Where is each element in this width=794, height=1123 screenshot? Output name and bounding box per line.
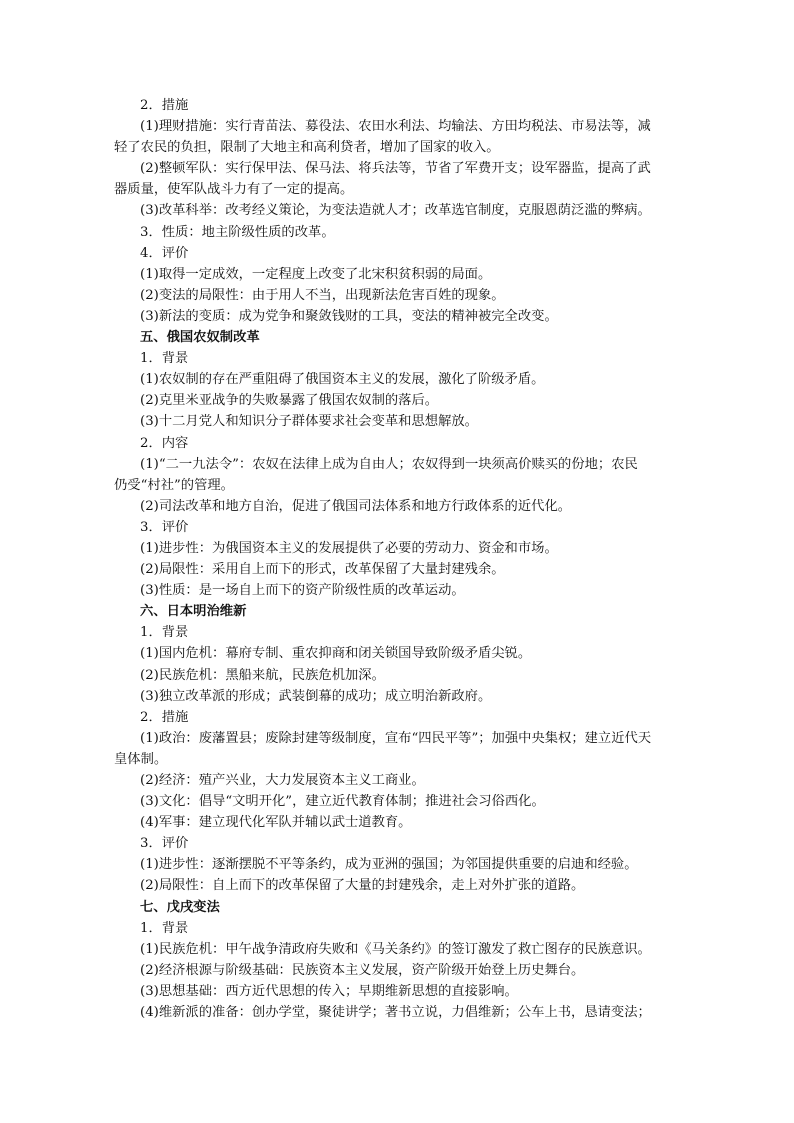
paragraph-line: (3)十二月党人和知识分子群体要求社会变革和思想解放。 [140,414,478,430]
paragraph-line: 器质量，使军队战斗力有了一定的提高。 [114,182,354,198]
paragraph-line: (1)理财措施：实行青苗法、募役法、农田水利法、均输法、方田均税法、市易法等，减 [140,119,651,135]
paragraph-line: 轻了农民的负担，限制了大地主和高利贷者，增加了国家的收入。 [114,140,500,156]
paragraph-line: (2)经济：殖产兴业，大力发展资本主义工商业。 [140,773,425,788]
paragraph-line: (3)独立改革派的形成；武装倒幕的成功；成立明治新政府。 [140,688,492,704]
document-body [114,95,682,1023]
paragraph-line: (1)农奴制的存在严重阻碍了俄国资本主义的发展，激化了阶级矛盾。 [140,372,545,388]
paragraph-line: (4)军事：建立现代化军队并辅以武士道教育。 [140,815,412,831]
paragraph-line: (1)进步性：逐渐摆脱不平等条约，成为亚洲的强国；为邻国提供重要的启迪和经验。 [140,857,638,873]
section-heading: 1．背景 [140,625,189,641]
paragraph-line: (2)变法的局限性：由于用人不当，出现新法危害百姓的现象。 [140,287,505,303]
section-heading: 3．评价 [140,836,189,852]
section-heading: 2．措施 [140,709,189,725]
paragraph-line: (4)维新派的准备：创办学堂，聚徒讲学；著书立说，力倡维新；公车上书，恳请变法； [140,1005,651,1021]
paragraph-line: (2)司法改革和地方自治，促进了俄国司法体系和地方行政体系的近代化。 [140,498,572,514]
paragraph-line: (3)文化：倡导“文明开化”，建立近代教育体制；推进社会习俗西化。 [140,794,545,810]
paragraph-line: (3)新法的变质：成为党争和聚敛钱财的工具，变法的精神被完全改变。 [140,308,558,324]
section-heading: 2．措施 [140,98,189,113]
chapter-heading: 七、戊戌变法 [140,899,220,915]
section-heading: 4．评价 [140,245,189,261]
section-heading: 3．评价 [140,519,189,535]
paragraph-line: 皇体制。 [114,751,168,767]
paragraph-line: (3)思想基础：西方近代思想的传入；早期维新思想的直接影响。 [140,983,518,999]
paragraph-line: (1)政治：废藩置县；废除封建等级制度，宣布“四民平等”；加强中央集权；建立近代天 [140,730,652,746]
paragraph-line: 3．性质：地主阶级性质的改革。 [140,224,335,240]
chapter-heading: 五、俄国农奴制改革 [140,330,260,346]
paragraph-line: (3)改革科举：改考经义策论，为变法造就人才；改革选官制度，克服恩荫泛滥的弊病。 [140,203,651,219]
paragraph-line: (2)局限性：采用自上而下的形式，改革保留了大量封建残余。 [140,562,505,578]
paragraph-line: (2)克里米亚战争的失败暴露了俄国农奴制的落后。 [140,393,439,409]
paragraph-line: (2)整顿军队：实行保甲法、保马法、将兵法等，节省了军费开支；设军器监，提高了武 [140,161,651,177]
section-heading: 2．内容 [140,435,189,451]
paragraph-line: (1)民族危机：甲午战争清政府失败和《马关条约》的签订激发了救亡图存的民族意识。 [140,941,651,957]
paragraph-line: (1)国内危机：幕府专制、重农抑商和闭关锁国导致阶级矛盾尖锐。 [140,646,532,662]
paragraph-line: (1)“二一九法令”：农奴在法律上成为自由人；农奴得到一块须高价赎买的份地；农民 [140,456,638,472]
section-heading: 1．背景 [140,351,189,367]
paragraph-line: (1)取得一定成效，一定程度上改变了北宋积贫积弱的局面。 [140,266,492,282]
paragraph-line: 仍受“村社”的管理。 [114,477,234,493]
paragraph-line: (1)进步性：为俄国资本主义的发展提供了必要的劳动力、资金和市场。 [140,540,558,556]
paragraph-line: (2)局限性：自上而下的改革保留了大量的封建残余，走上对外扩张的道路。 [140,878,585,894]
paragraph-line: (2)经济根源与阶级基础：民族资本主义发展，资产阶级开始登上历史舞台。 [140,962,585,978]
paragraph-line: (3)性质：是一场自上而下的资产阶级性质的改革运动。 [140,583,465,599]
section-heading: 1．背景 [140,920,189,936]
paragraph-line: (2)民族危机：黑船来航，民族危机加深。 [140,667,385,683]
chapter-heading: 六、日本明治维新 [140,604,247,620]
